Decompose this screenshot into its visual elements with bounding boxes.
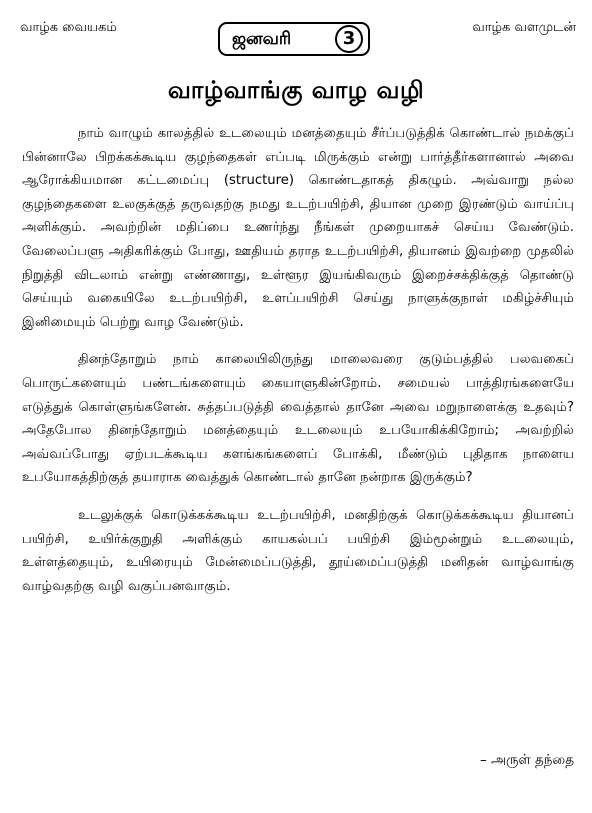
month-badge	[218, 22, 370, 56]
day-number: 3	[335, 25, 363, 53]
paragraph-3: உடலுக்குக் கொடுக்கக்கூடிய உடற்பயிற்சி, மனதிற்குக் கொடுக்கக்கூடிய தியானப் பயிற்சி, உயிர்க்குறுதி அளிக்கும் காயகல்பப் பயிற்சி இம்மூன்றும் உடலையும், உள்ளத்தையும், உயிரையும் மேன்மைப்படுத்தி, தூய்மைப்படுத்தி மனிதன் வாழ்வாங்கு வாழ்வதற்கு வழி வகுப்பனவாகும்.	[22, 507, 574, 594]
paragraph-2: தினந்தோறும் நாம் காலையிலிருந்து மாலைவரை குடும்பத்தில் பலவகைப் பொருட்களையும் பண்டங்களையும் கையாளுகின்றோம். சமையல் பாத்திரங்களையே எடுத்துக் கொள்ளுங்களேன். சுத்தப்படுத்தி வைத்தால் தானே அவை மறுநாளைக்கு உதவும்? அதேபோல தினந்தோறும் மனத்தையும் உடலையும் உபயோகிக்கிறோம்; அவற்றில் அவ்வப்போது ஏற்படக்கூடிய களங்கங்களைப் போக்கி, மீண்டும் புதிதாக நாளைய உபயோகத்திற்குத் தயாராக வைத்துக் கொண்டால் தானே நன்றாக இருக்கும்?	[22, 352, 574, 486]
month-label: ஜனவரி	[232, 29, 292, 49]
page-title: வாழ்வாங்கு வாழ வழி	[167, 76, 425, 104]
header-left-text: வாழ்க வையகம்	[20, 20, 117, 35]
signature: – அருள் தந்தை	[479, 752, 574, 768]
paragraph-1: நாம் வாழும் காலத்தில் உடலையும் மனத்தையும் சீர்ப்படுத்திக் கொண்டால் நமக்குப் பின்னாலே பிறக்கக்கூடிய குழந்தைகள் எப்படி மிருக்கும் என்று பார்த்தீர்களானால் அவை ஆரோக்கியமான கட்டமைப்பு (structure) கொண்டதாகத் திகழும். அவ்வாறு நல்ல குழந்தைகளை உலகுக்குத் தருவதற்கு நமது உடற்பயிற்சி, தியான முறை இரண்டும் வாய்ப்பு அளிக்கும். அவற்றின் மதிப்பை உணர்ந்து நீங்கள் முறையாகச் செய்ய வேண்டும். வேலைப்பளு அதிகரிக்கும் போது, ஊதியம் தராத உடற்பயிற்சி, தியானம் இவற்றை முதலில் நிறுத்தி விடலாம் என்று எண்ணாது, உள்ளூர இயங்கிவரும் இறைச்சக்திக்குத் தொண்டு செய்யும் வகையிலே உடற்பயிற்சி, உளப்பயிற்சி செய்து நாளுக்குநாள் மகிழ்ச்சியும் இனிமையும் பெற்று வாழ வேண்டும்.	[22, 126, 574, 330]
header-right-text: வாழ்க வளமுடன்	[472, 20, 576, 35]
article-body	[22, 122, 574, 612]
